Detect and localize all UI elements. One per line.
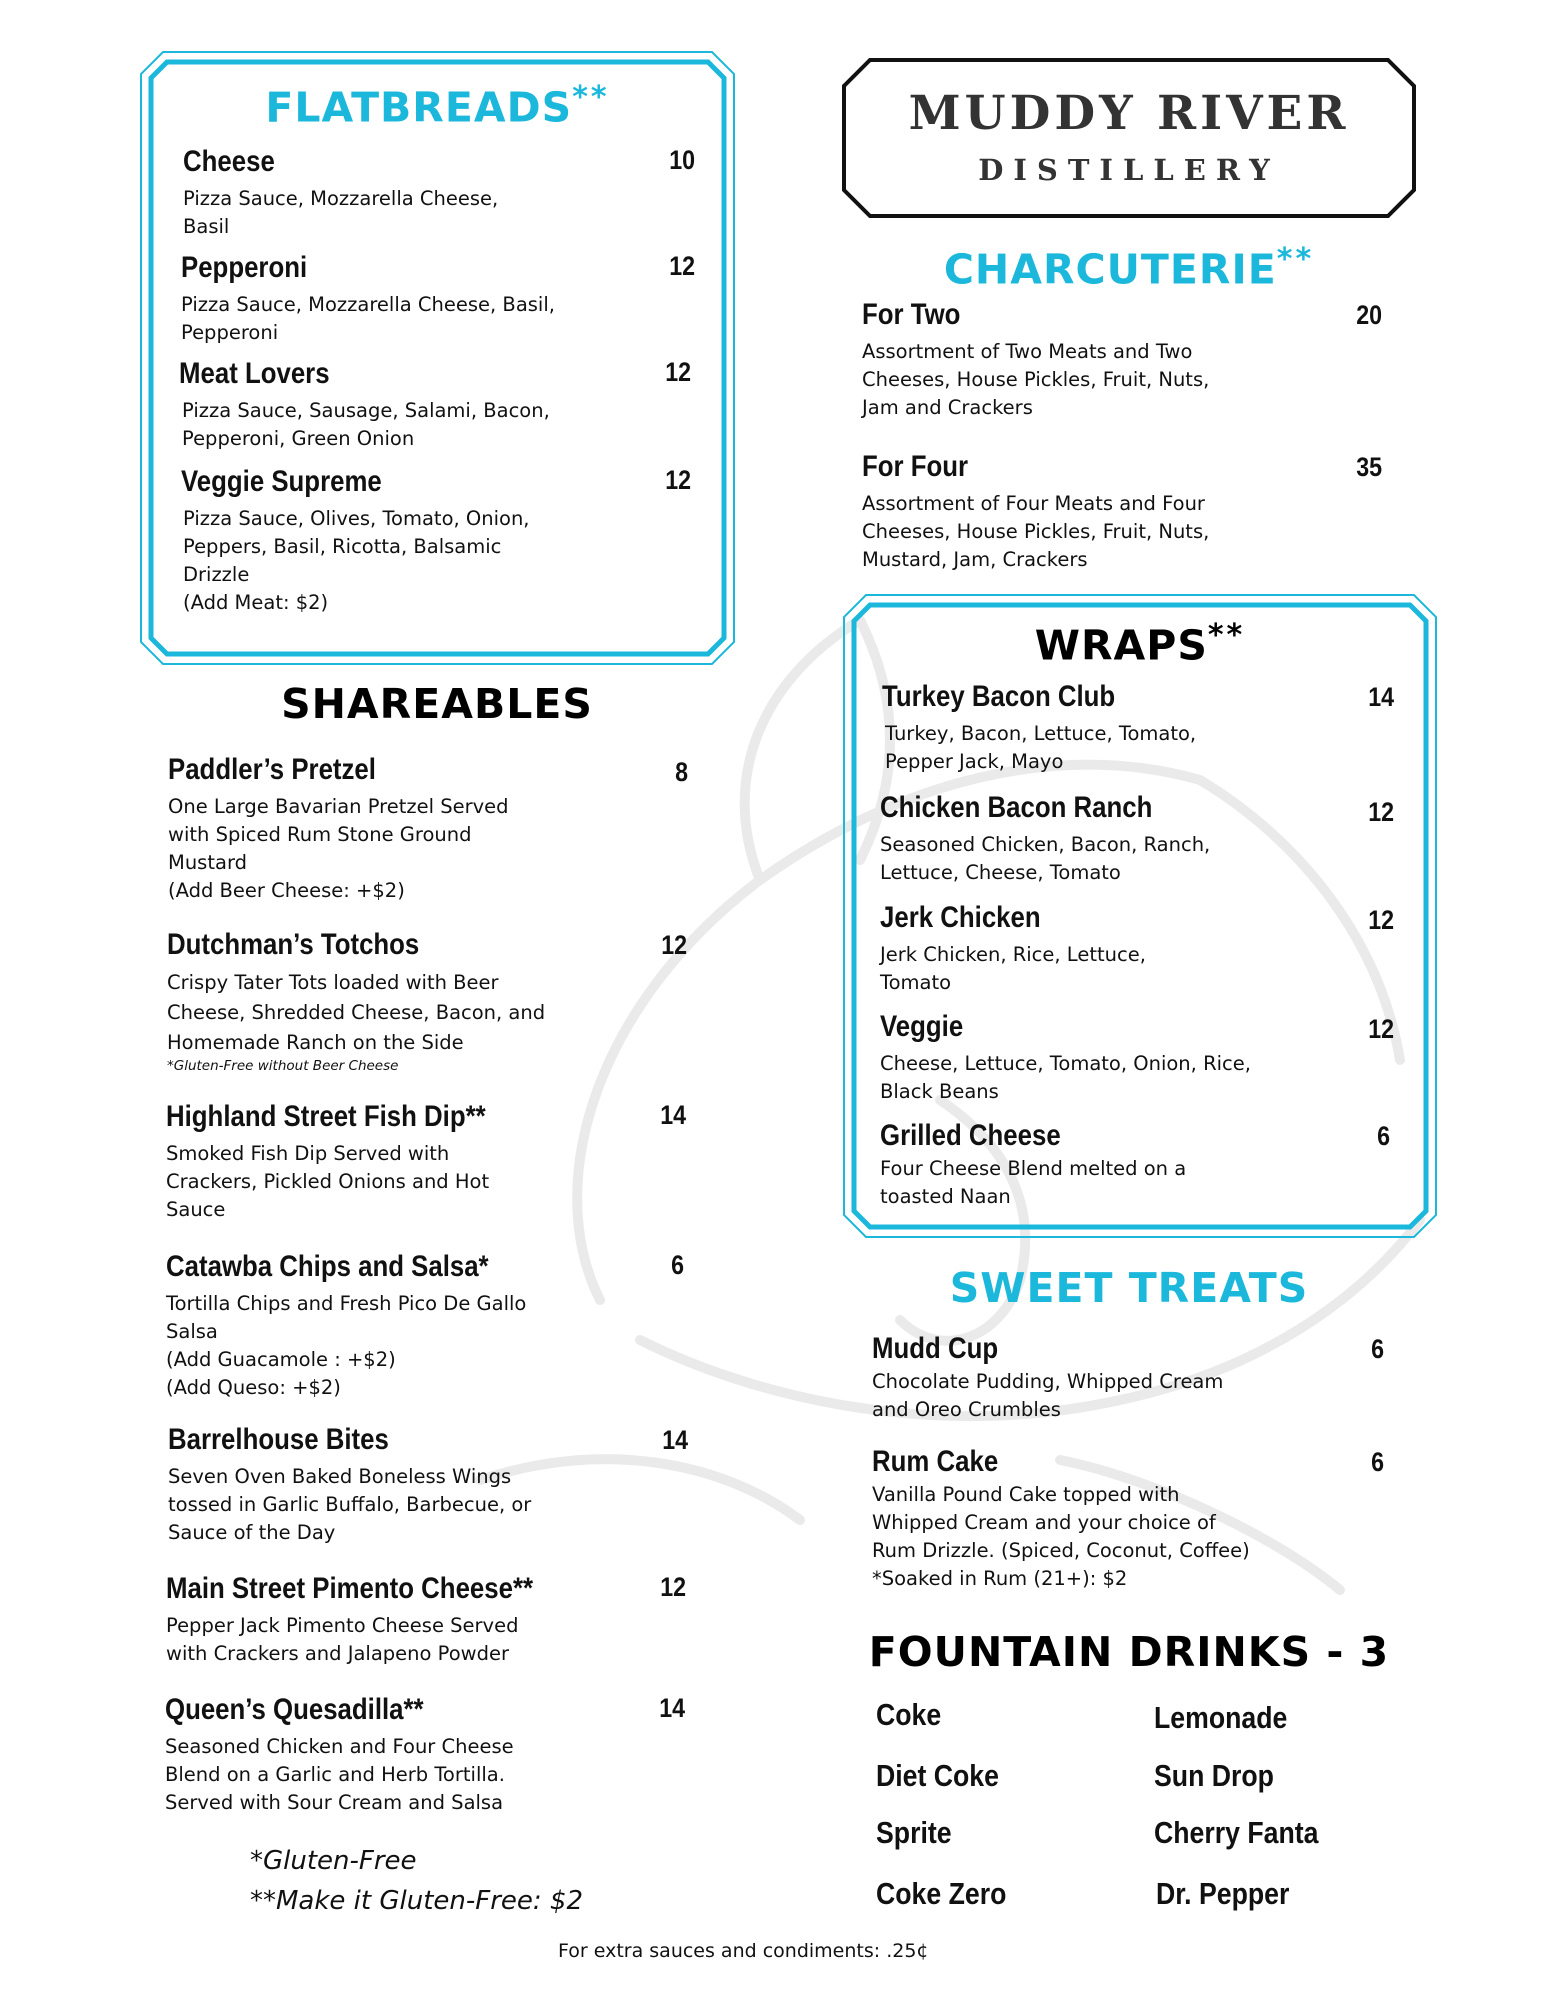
item-price: 6: [1371, 1334, 1384, 1364]
item-price: 6: [1377, 1121, 1390, 1151]
item-name: Dutchman’s Totchos: [167, 928, 420, 961]
item-price: 12: [1368, 1014, 1394, 1044]
item-description: Tortilla Chips and Fresh Pico De Gallo Salsa (Add Guacamole : +$2) (Add Queso: +$2): [166, 1292, 527, 1399]
item-name: Veggie Supreme: [181, 465, 382, 498]
item-name: Main Street Pimento Cheese**: [166, 1572, 534, 1605]
menu-item-veggie-supreme: [181, 465, 699, 617]
item-description: Smoked Fish Dip Served with Crackers, Pickled Onions and Hot Sauce: [166, 1142, 490, 1221]
menu-item-turkey-bacon-club: [882, 680, 1394, 776]
item-description: Chocolate Pudding, Whipped Cream and Oreo Crumbles: [872, 1370, 1224, 1421]
menu-item-catawba-chips: [166, 1250, 686, 1402]
item-name: For Two: [862, 298, 961, 331]
menu-item-for-two: [862, 298, 1382, 422]
menu-item-meat-lovers: [179, 357, 699, 453]
sweet-treats-title: SWEET TREATS: [949, 1264, 1309, 1312]
item-name: For Four: [862, 450, 969, 483]
item-description: Assortment of Two Meats and Two Cheeses, House Pickles, Fruit, Nuts, Jam and Crackers: [862, 340, 1210, 419]
menu-item-mudd-cup: [872, 1332, 1384, 1424]
item-price: 8: [675, 757, 688, 787]
item-description: Vanilla Pound Cake topped with Whipped Cream and your choice of Rum Drizzle. (Spiced, Coconut, Coffee) *Soaked in Rum (21+): $2: [872, 1483, 1250, 1590]
item-price: 10: [669, 145, 695, 175]
item-description: Pepper Jack Pimento Cheese Served with Crackers and Jalapeno Powder: [166, 1614, 519, 1665]
drink-sprite: Sprite: [876, 1815, 952, 1850]
menu-item-rum-cake: [872, 1445, 1384, 1593]
wraps-title-text: WRAPS: [1034, 621, 1208, 670]
item-price: 12: [665, 357, 691, 387]
menu-item-pimento-cheese: [166, 1572, 686, 1668]
item-name: Cheese: [183, 145, 275, 178]
menu-item-for-four: [862, 450, 1382, 574]
legend-make-gluten-free: **Make it Gluten-Free: $2: [250, 1886, 584, 1916]
drink-coke: Coke: [876, 1697, 942, 1732]
item-description: Seasoned Chicken, Bacon, Ranch, Lettuce, Cheese, Tomato: [880, 833, 1211, 884]
charcuterie-title: [842, 242, 1416, 294]
item-name: Barrelhouse Bites: [168, 1423, 389, 1456]
menu-item-barrelhouse-bites: [168, 1423, 688, 1547]
item-price: 6: [1371, 1447, 1384, 1477]
item-name: Mudd Cup: [872, 1332, 999, 1365]
drink-lemonade: Lemonade: [1154, 1700, 1288, 1735]
flatbreads-title-stars: **: [572, 80, 610, 115]
item-name: Rum Cake: [872, 1445, 999, 1478]
brand-subtitle: DISTILLERY: [978, 153, 1280, 187]
drink-cherry-fanta: Cherry Fanta: [1154, 1815, 1319, 1850]
item-description: Pizza Sauce, Mozzarella Cheese, Basil: [183, 187, 499, 238]
item-name: Turkey Bacon Club: [882, 680, 1116, 713]
charcuterie-title-text: CHARCUTERIE: [943, 245, 1277, 294]
drink-diet-coke: Diet Coke: [876, 1758, 999, 1793]
item-description: Seasoned Chicken and Four Cheese Blend on a Garlic and Herb Tortilla. Served with Sour Cream and Salsa: [165, 1735, 514, 1814]
item-price: 12: [660, 1572, 686, 1602]
wraps-title: [844, 618, 1436, 670]
flatbreads-title: [141, 80, 734, 132]
item-name: Queen’s Quesadilla**: [165, 1693, 424, 1726]
item-description: Pizza Sauce, Olives, Tomato, Onion, Peppers, Basil, Ricotta, Balsamic Drizzle (Add Meat: $2): [183, 507, 530, 614]
item-description: Turkey, Bacon, Lettuce, Tomato, Pepper Jack, Mayo: [885, 722, 1197, 773]
item-price: 14: [659, 1693, 685, 1723]
shareables-title: SHAREABLES: [281, 680, 593, 728]
item-description: Cheese, Lettuce, Tomato, Onion, Rice, Black Beans: [880, 1052, 1251, 1103]
item-price: 20: [1356, 300, 1382, 330]
wraps-title-stars: **: [1207, 618, 1246, 653]
item-description: One Large Bavarian Pretzel Served with Spiced Rum Stone Ground Mustard (Add Beer Cheese: +$2): [168, 795, 509, 902]
drink-sun-drop: Sun Drop: [1154, 1758, 1274, 1793]
brand-name: MUDDY RIVER: [908, 86, 1350, 141]
item-price: 12: [665, 465, 691, 495]
item-price: 14: [1368, 682, 1394, 712]
menu-item-veggie-wrap: [880, 1010, 1394, 1106]
item-note: *Gluten-Free without Beer Cheese: [167, 1058, 399, 1074]
item-description: Seven Oven Baked Boneless Wings tossed in Garlic Buffalo, Barbecue, or Sauce of the Day: [168, 1465, 532, 1544]
item-description: Assortment of Four Meats and Four Cheeses, House Pickles, Fruit, Nuts, Mustard, Jam, Crackers: [862, 492, 1210, 571]
item-price: 6: [671, 1250, 684, 1280]
menu-item-dutchmans-totchos: [167, 928, 687, 1074]
item-price: 12: [1368, 905, 1394, 935]
drink-dr-pepper: Dr. Pepper: [1156, 1876, 1290, 1911]
item-price: 14: [660, 1100, 686, 1130]
item-name: Catawba Chips and Salsa*: [166, 1250, 489, 1283]
fountain-drinks-title: FOUNTAIN DRINKS - 3: [868, 1628, 1390, 1676]
item-name: Paddler’s Pretzel: [168, 753, 376, 786]
drink-coke-zero: Coke Zero: [876, 1876, 1007, 1911]
footer-note: For extra sauces and condiments: .25¢: [558, 1940, 929, 1962]
item-name: Pepperoni: [181, 251, 308, 284]
flatbreads-title-text: FLATBREADS: [265, 83, 573, 132]
menu-item-chicken-bacon-ranch: [880, 791, 1394, 887]
item-price: 12: [1368, 797, 1394, 827]
menu-item-grilled-cheese: [880, 1119, 1394, 1211]
item-price: 12: [661, 930, 687, 960]
item-price: 14: [662, 1425, 688, 1455]
item-name: Highland Street Fish Dip**: [166, 1100, 486, 1133]
item-description: Pizza Sauce, Sausage, Salami, Bacon, Pepperoni, Green Onion: [182, 399, 550, 450]
item-name: Grilled Cheese: [880, 1119, 1061, 1152]
item-description: Jerk Chicken, Rice, Lettuce, Tomato: [880, 943, 1146, 994]
menu-item-queens-quesadilla: [165, 1693, 685, 1817]
item-name: Chicken Bacon Ranch: [880, 791, 1153, 824]
item-price: 12: [669, 251, 695, 281]
legend-gluten-free: *Gluten-Free: [250, 1846, 417, 1876]
item-price: 35: [1356, 452, 1382, 482]
menu-item-cheese: [183, 145, 703, 241]
item-name: Meat Lovers: [179, 357, 330, 390]
charcuterie-title-stars: **: [1276, 242, 1315, 277]
menu-item-highland-fish-dip: [166, 1100, 686, 1224]
item-description: Crispy Tater Tots loaded with Beer Cheese, Shredded Cheese, Bacon, and Homemade Ranch on the Side: [167, 971, 546, 1054]
item-description: Pizza Sauce, Mozzarella Cheese, Basil, Pepperoni: [181, 293, 555, 344]
menu-item-pepperoni: [181, 251, 703, 347]
item-name: Jerk Chicken: [880, 901, 1041, 934]
menu-item-jerk-chicken: [880, 901, 1394, 997]
item-name: Veggie: [880, 1010, 964, 1043]
item-description: Four Cheese Blend melted on a toasted Naan: [880, 1157, 1187, 1208]
menu-item-paddlers-pretzel: [168, 753, 688, 905]
